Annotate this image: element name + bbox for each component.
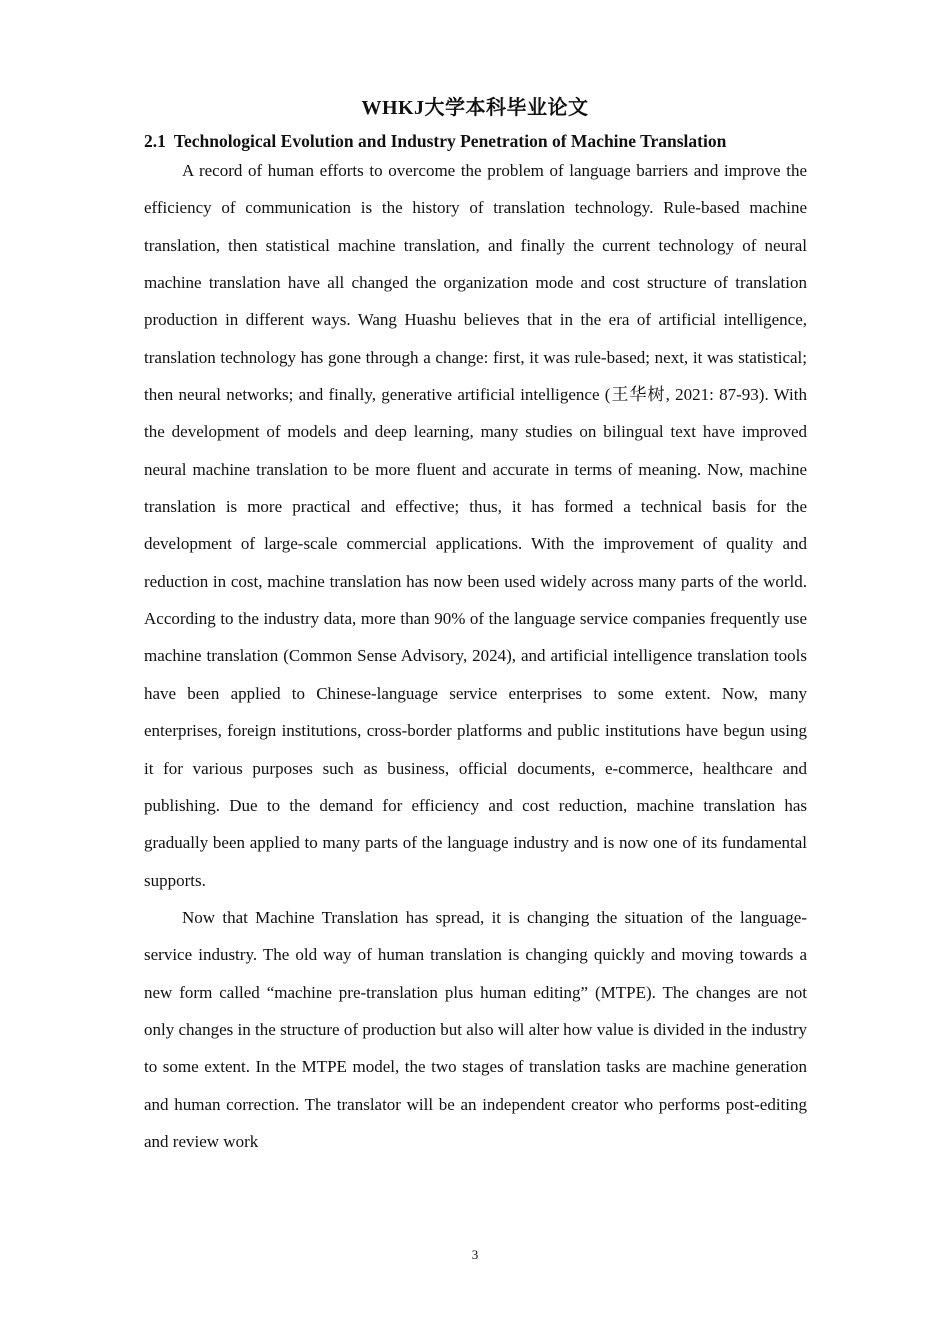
page-header-title: WHKJ大学本科毕业论文 xyxy=(361,97,589,119)
paragraph: Now that Machine Translation has spread, it is changing the situation of the language-service industry. The old way of human translation is changing quickly and moving towards a new form called “machine pre-translation plus human editing” (MTPE). The changes are not only changes in the structure of production but also will alter how value is divided in the industry to some extent. In the MTPE model, the two stages of translation tasks are machine generation and human correction. The translator will be an independent creator who performs post-editing and review work xyxy=(144,907,807,1151)
body-text xyxy=(144,152,807,1160)
section-heading xyxy=(144,128,814,154)
section-title: Technological Evolution and Industry Penetration of Machine Translation xyxy=(173,131,727,151)
page-number: 3 xyxy=(471,1247,479,1262)
paragraph: A record of human efforts to overcome the problem of language barriers and improve the efficiency of communication is the history of translation technology. Rule-based machine translation, then statistical machine translation, and finally the current technology of neural machine translation have all changed the organization mode and cost structure of translation production in different ways. Wang Huashu believes that in the era of artificial intelligence, translation technology has gone through a change: first, it was rule-based; next, it was statistical; then neural networks; and finally, generative artificial intelligence (王华树, 2021: 87-93). With the development of models and deep learning, many studies on bilingual text have improved neural machine translation to be more fluent and accurate in terms of meaning. Now, machine translation is more practical and effective; thus, it has formed a technical basis for the development of large-scale commercial applications. With the improvement of quality and reduction in cost, machine translation has now been used widely across many parts of the world. According to the industry data, more than 90% of the language service companies frequently use machine translation (Common Sense Advisory, 2024), and artificial intelligence translation tools have been applied to Chinese-language service enterprises to some extent. Now, many enterprises, foreign institutions, cross-border platforms and public institutions have begun using it for various purposes such as business, official documents, e-commerce, healthcare and publishing. Due to the demand for efficiency and cost reduction, machine translation has gradually been applied to many parts of the language industry and is now one of its fundamental supports. xyxy=(144,161,807,890)
section-number: 2.1 xyxy=(144,131,166,151)
